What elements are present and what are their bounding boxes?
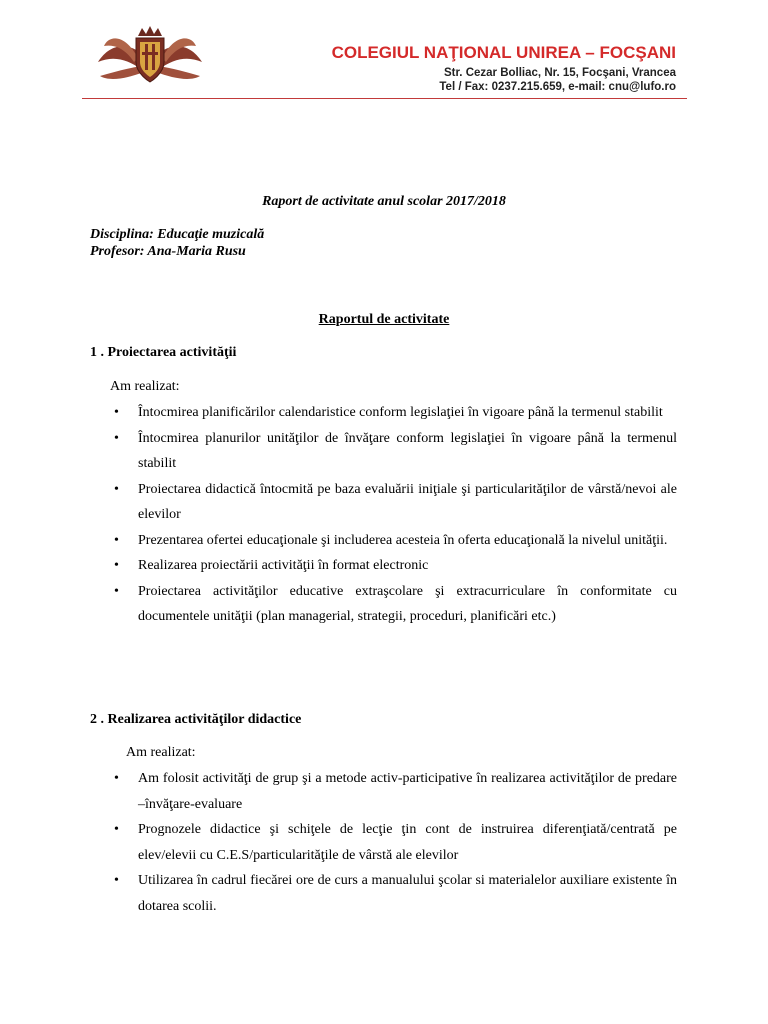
list-item-text: Am folosit activităţi de grup şi a metode activ-participative în realizarea activităţilor de predare –învăţare-evaluare xyxy=(138,771,677,812)
report-title: Raport de activitate anul scolar 2017/2018 xyxy=(262,194,506,209)
list-item xyxy=(110,868,677,919)
school-name: COLEGIUL NAŢIONAL UNIREA – FOCŞANI xyxy=(331,43,676,62)
discipline-line: Disciplina: Educaţie muzicală xyxy=(90,227,265,242)
bullet-icon: • xyxy=(114,558,119,573)
section-list-design xyxy=(110,400,677,630)
list-item xyxy=(110,426,677,477)
report-subtitle xyxy=(0,312,768,328)
section-title-teaching: 2 . Realizarea activităţilor didactice xyxy=(90,712,302,727)
section-title-design: 1 . Proiectarea activităţii xyxy=(90,345,237,360)
list-item-text: Prezentarea ofertei educaţionale şi includerea acesteia în oferta educaţională la nivelul unităţii. xyxy=(138,532,668,548)
bullet-icon: • xyxy=(114,430,119,446)
bullet-icon: • xyxy=(114,873,119,888)
list-item-text: Întocmirea planurilor unităţilor de învăţare conform legislaţiei în vigoare până la termenul stabilit xyxy=(138,430,677,471)
report-subtitle-text: Raportul de activitate xyxy=(318,312,450,327)
bullet-icon: • xyxy=(114,822,119,837)
list-item-text: Proiectarea activităţilor educative extraşcolare şi extracurriculare în conformitate cu documentele unităţii (plan managerial, strategii, proceduri, planificări etc.) xyxy=(138,583,677,624)
list-item xyxy=(110,528,677,554)
list-item xyxy=(110,553,677,579)
section-list-teaching xyxy=(110,766,677,919)
bullet-icon: • xyxy=(114,481,119,497)
list-item xyxy=(110,400,677,426)
school-crest-icon xyxy=(94,22,206,92)
list-item-text: Proiectarea didactică întocmită pe baza evaluării iniţiale şi particularităţilor de vârstă/nevoi ale elevilor xyxy=(138,481,677,522)
section-intro-teaching: Am realizat: xyxy=(126,745,196,760)
list-item xyxy=(110,477,677,528)
list-item xyxy=(110,766,677,817)
bullet-icon: • xyxy=(114,405,119,420)
list-item-text: Utilizarea în cadrul fiecărei ore de curs a manualului şcolar si materialelor auxiliare existente în dotarea scolii. xyxy=(138,873,677,914)
list-item xyxy=(110,817,677,868)
school-contact: Tel / Fax: 0237.215.659, e-mail: cnu@lufo.ro xyxy=(439,81,676,93)
list-item xyxy=(110,579,677,630)
header-divider xyxy=(82,98,687,99)
section-intro-design: Am realizat: xyxy=(110,379,180,394)
school-address: Str. Cezar Bolliac, Nr. 15, Focşani, Vrancea xyxy=(443,67,676,79)
list-item-text: Întocmirea planificărilor calendaristice conform legislaţiei în vigoare până la termenul stabilit xyxy=(138,405,663,420)
bullet-icon: • xyxy=(114,532,119,548)
bullet-icon: • xyxy=(114,583,119,599)
list-item-text: Prognozele didactice şi schiţele de lecţie ţin cont de instruirea diferenţiată/centrată pe elev/elevii cu C.E.S/particularităţile de vârstă ale elevilor xyxy=(138,822,677,863)
list-item-text: Realizarea proiectării activităţii în format electronic xyxy=(138,558,429,573)
teacher-line: Profesor: Ana-Maria Rusu xyxy=(90,244,246,259)
bullet-icon: • xyxy=(114,771,119,786)
